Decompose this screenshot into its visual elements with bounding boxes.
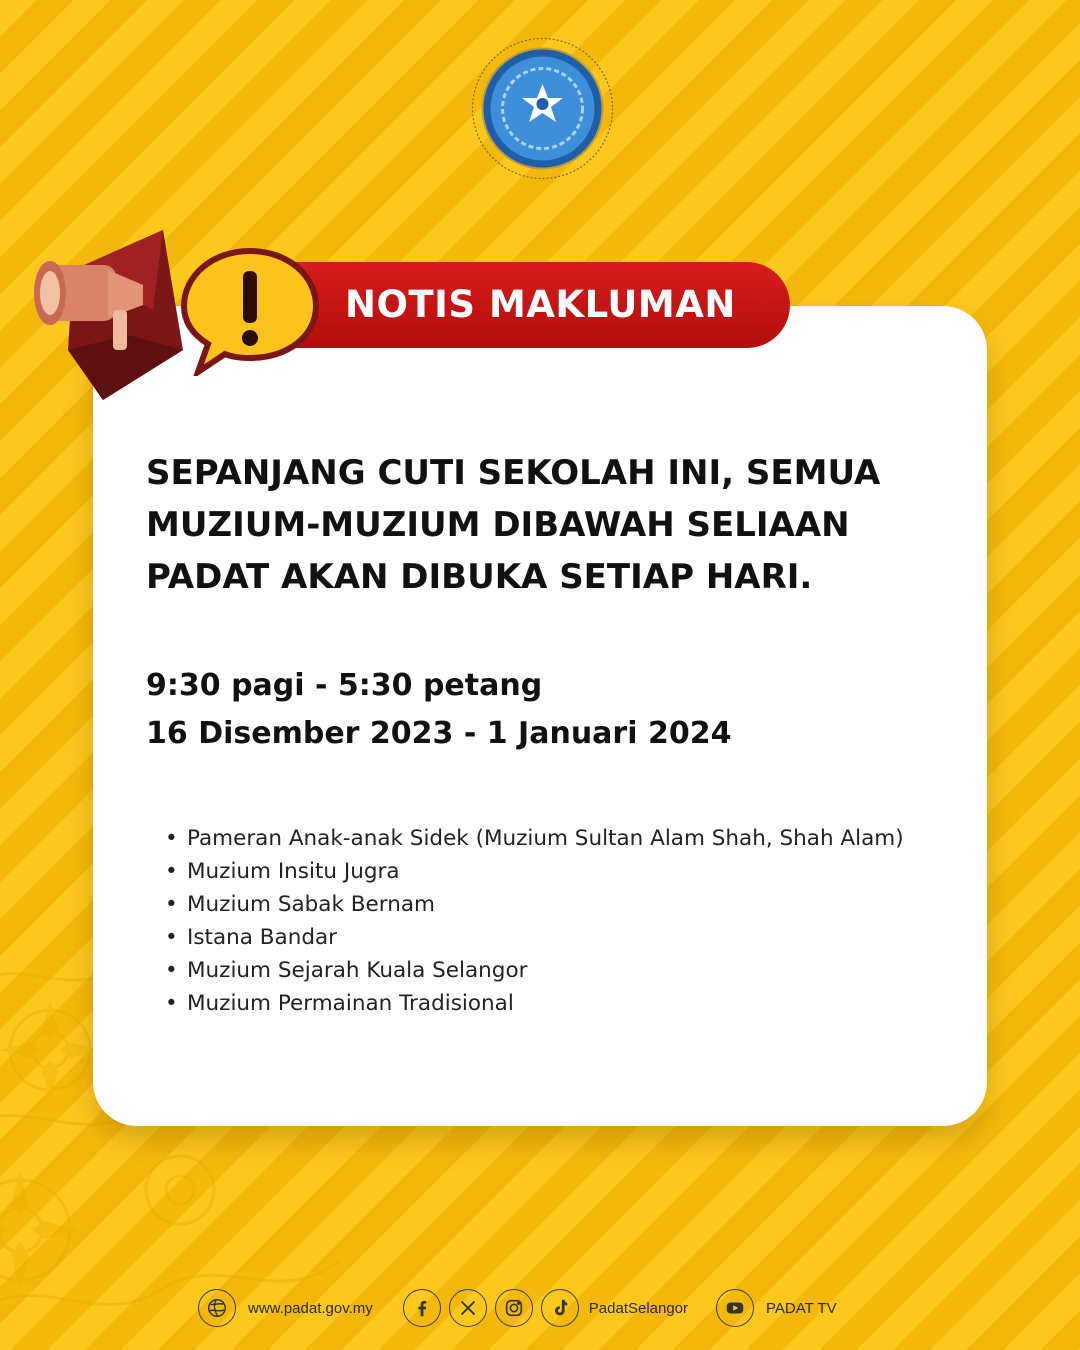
headline-line: MUZIUM-MUZIUM DIBAWAH SELIAAN — [146, 505, 850, 545]
exclamation-icon — [180, 246, 320, 376]
banner-title: NOTIS MAKLUMAN — [345, 283, 736, 326]
footer — [198, 1286, 898, 1330]
megaphone-icon — [28, 230, 188, 405]
globe-icon[interactable] — [198, 1289, 236, 1327]
date-range: 16 Disember 2023 - 1 Januari 2024 — [146, 716, 732, 751]
museum-list — [165, 822, 965, 1020]
website-link[interactable]: www.padat.gov.my — [248, 1299, 373, 1317]
headline-line: PADAT AKAN DIBUKA SETIAP HARI. — [146, 557, 813, 597]
instagram-icon[interactable] — [495, 1289, 533, 1327]
social-handle[interactable]: PadatSelangor — [588, 1299, 689, 1317]
list-item: • Muzium Permainan Tradisional — [165, 987, 965, 1020]
facebook-icon[interactable] — [403, 1289, 441, 1327]
list-item: • Muzium Sabak Bernam — [165, 888, 965, 921]
youtube-channel[interactable]: PADAT TV — [766, 1299, 837, 1317]
list-item: • Muzium Sejarah Kuala Selangor — [165, 954, 965, 987]
headline — [146, 447, 946, 603]
list-item: • Pameran Anak-anak Sidek (Muzium Sultan Alam Shah, Shah Alam) — [165, 822, 965, 855]
schedule — [146, 662, 946, 758]
headline-line: SEPANJANG CUTI SEKOLAH INI, SEMUA — [146, 453, 881, 493]
list-item: • Muzium Insitu Jugra — [165, 855, 965, 888]
padat-logo — [470, 36, 615, 181]
opening-hours: 9:30 pagi - 5:30 petang — [146, 668, 543, 703]
list-item: • Istana Bandar — [165, 921, 965, 954]
youtube-icon[interactable] — [716, 1289, 754, 1327]
tiktok-icon[interactable] — [541, 1289, 579, 1327]
x-icon[interactable] — [449, 1289, 487, 1327]
